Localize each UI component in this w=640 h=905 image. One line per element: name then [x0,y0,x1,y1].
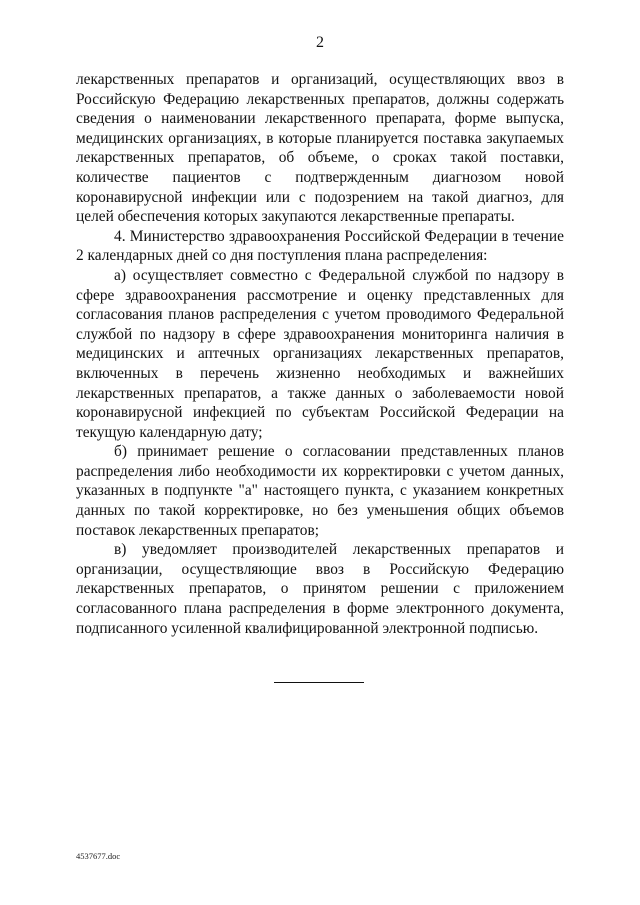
document-file-id: 4537677.doc [76,851,121,861]
end-of-text-divider [274,682,364,683]
paragraph-item-b: б) принимает решение о согласовании представленных планов распределения либо необходимости их корректировки с учетом данных, указанных в подпункте "а" настоящего пункта, с указанием конкретных данных по такой корректировке, но без уменьшения общих объемов поставок лекарственных препаратов; [76,443,564,539]
paragraph-continuation: лекарственных препаратов и организаций, осуществляющих ввоз в Российскую Федерацию лекарственных препаратов, должны содержать сведения о наименовании лекарственного препарата, форме выпуска, медицинских организациях, в которые планируется поставка закупаемых лекарственных препаратов, об объеме, о сроках такой поставки, количестве пациентов с подтвержденным диагнозом новой коронавирусной инфекции или с подозрением на такой диагноз, для целей обеспечения которых закупаются лекарственные препараты. [76,71,564,226]
paragraph-item-4: 4. Министерство здравоохранения Российской Федерации в течение 2 календарных дней со дня поступления плана распределения: [76,227,564,265]
page-number: 2 [316,34,324,51]
paragraph-item-a: а) осуществляет совместно с Федеральной службой по надзору в сфере здравоохранения рассмотрение и оценку представленных для согласования планов распределения с учетом проводимого Федеральной службой по надзору в сфере здравоохранения мониторинга наличия в медицинских и аптечных организациях лекарственных препаратов, включенных в перечень жизненно необходимых и важнейших лекарственных препаратов, а также данных о заболеваемости новой коронавирусной инфекцией по субъектам Российской Федерации на текущую календарную дату; [76,266,564,441]
document-body [76,70,564,638]
paragraph-item-c: в) уведомляет производителей лекарственных препаратов и организации, осуществляющие ввоз в Российскую Федерацию лекарственных препаратов, о принятом решении с приложением согласованного плана распределения в форме электронного документа, подписанного усиленной квалифицированной электронной подписью. [76,541,564,637]
